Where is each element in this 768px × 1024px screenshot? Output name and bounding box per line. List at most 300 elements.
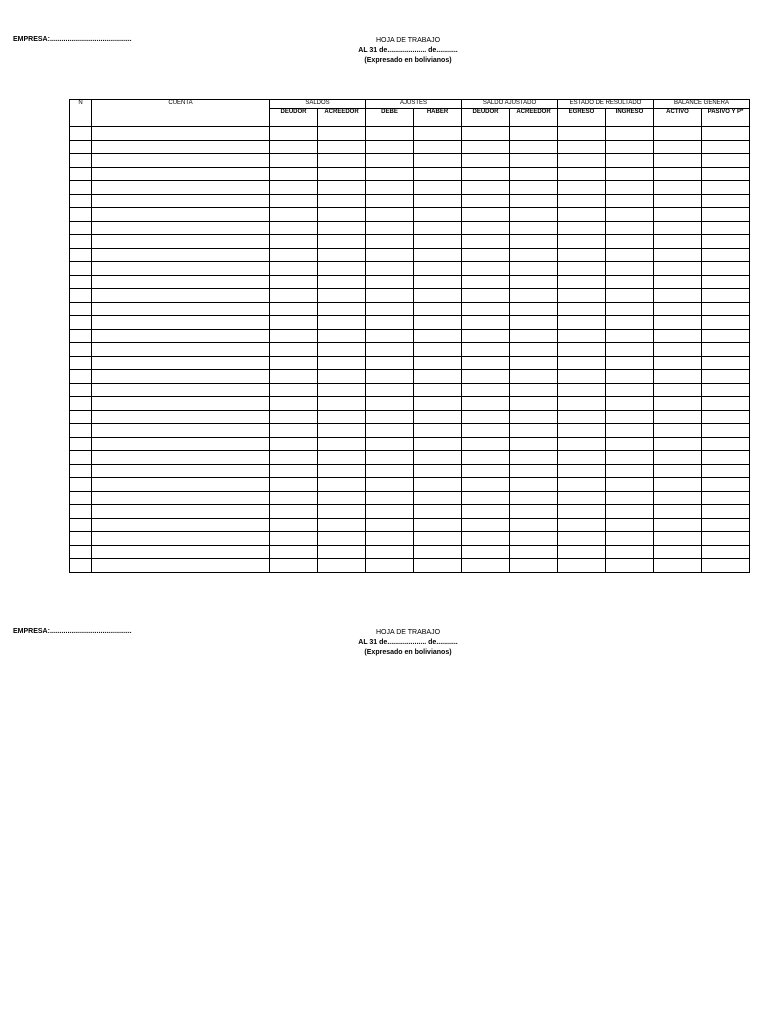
table-cell[interactable] (92, 289, 270, 303)
table-cell[interactable] (270, 262, 318, 276)
table-cell[interactable] (318, 451, 366, 465)
table-cell[interactable] (366, 545, 414, 559)
table-cell[interactable] (558, 262, 606, 276)
table-cell[interactable] (462, 329, 510, 343)
table-cell[interactable] (92, 235, 270, 249)
table-cell[interactable] (270, 518, 318, 532)
table-cell[interactable] (462, 383, 510, 397)
table-cell[interactable] (558, 451, 606, 465)
table-cell[interactable] (558, 289, 606, 303)
table-cell[interactable] (92, 518, 270, 532)
table-cell[interactable] (558, 343, 606, 357)
table-cell[interactable] (92, 329, 270, 343)
table-cell[interactable] (558, 329, 606, 343)
table-cell[interactable] (654, 545, 702, 559)
table-cell[interactable] (70, 383, 92, 397)
table-cell[interactable] (510, 424, 558, 438)
table-cell[interactable] (366, 235, 414, 249)
table-cell[interactable] (318, 275, 366, 289)
table-cell[interactable] (606, 532, 654, 546)
table-cell[interactable] (92, 410, 270, 424)
table-cell[interactable] (318, 208, 366, 222)
table-cell[interactable] (702, 289, 750, 303)
table-cell[interactable] (318, 343, 366, 357)
table-cell[interactable] (70, 518, 92, 532)
table-cell[interactable] (606, 248, 654, 262)
table-cell[interactable] (92, 194, 270, 208)
table-cell[interactable] (654, 478, 702, 492)
table-cell[interactable] (70, 127, 92, 141)
table-cell[interactable] (70, 208, 92, 222)
table-cell[interactable] (414, 221, 462, 235)
table-cell[interactable] (318, 437, 366, 451)
table-cell[interactable] (654, 329, 702, 343)
table-cell[interactable] (70, 356, 92, 370)
table-cell[interactable] (318, 167, 366, 181)
table-cell[interactable] (606, 289, 654, 303)
table-cell[interactable] (270, 559, 318, 573)
table-cell[interactable] (318, 140, 366, 154)
table-cell[interactable] (414, 167, 462, 181)
table-cell[interactable] (414, 410, 462, 424)
table-cell[interactable] (702, 491, 750, 505)
table-cell[interactable] (606, 356, 654, 370)
table-cell[interactable] (462, 181, 510, 195)
table-cell[interactable] (92, 437, 270, 451)
table-cell[interactable] (70, 532, 92, 546)
table-cell[interactable] (414, 208, 462, 222)
table-cell[interactable] (270, 154, 318, 168)
table-cell[interactable] (366, 424, 414, 438)
table-cell[interactable] (558, 383, 606, 397)
table-cell[interactable] (70, 248, 92, 262)
table-cell[interactable] (654, 221, 702, 235)
table-cell[interactable] (654, 275, 702, 289)
table-cell[interactable] (318, 383, 366, 397)
table-cell[interactable] (270, 545, 318, 559)
table-cell[interactable] (606, 410, 654, 424)
table-cell[interactable] (70, 437, 92, 451)
table-cell[interactable] (92, 545, 270, 559)
table-cell[interactable] (654, 343, 702, 357)
table-cell[interactable] (270, 343, 318, 357)
table-cell[interactable] (702, 532, 750, 546)
table-cell[interactable] (366, 505, 414, 519)
table-cell[interactable] (414, 424, 462, 438)
table-cell[interactable] (510, 397, 558, 411)
table-cell[interactable] (654, 289, 702, 303)
table-cell[interactable] (270, 410, 318, 424)
table-cell[interactable] (510, 505, 558, 519)
table-cell[interactable] (510, 208, 558, 222)
table-cell[interactable] (414, 127, 462, 141)
table-cell[interactable] (70, 451, 92, 465)
table-cell[interactable] (92, 424, 270, 438)
table-cell[interactable] (414, 505, 462, 519)
table-cell[interactable] (510, 140, 558, 154)
table-cell[interactable] (558, 505, 606, 519)
table-cell[interactable] (270, 181, 318, 195)
table-cell[interactable] (270, 248, 318, 262)
table-cell[interactable] (270, 289, 318, 303)
table-cell[interactable] (92, 302, 270, 316)
table-cell[interactable] (70, 316, 92, 330)
table-cell[interactable] (654, 248, 702, 262)
table-cell[interactable] (414, 329, 462, 343)
table-cell[interactable] (702, 437, 750, 451)
table-cell[interactable] (318, 235, 366, 249)
table-cell[interactable] (70, 478, 92, 492)
table-cell[interactable] (510, 478, 558, 492)
table-cell[interactable] (558, 194, 606, 208)
table-cell[interactable] (606, 343, 654, 357)
table-cell[interactable] (510, 329, 558, 343)
table-cell[interactable] (654, 518, 702, 532)
table-cell[interactable] (462, 127, 510, 141)
table-cell[interactable] (414, 343, 462, 357)
table-cell[interactable] (558, 545, 606, 559)
table-cell[interactable] (92, 127, 270, 141)
table-cell[interactable] (70, 221, 92, 235)
table-cell[interactable] (510, 343, 558, 357)
table-cell[interactable] (318, 478, 366, 492)
table-cell[interactable] (270, 275, 318, 289)
table-cell[interactable] (654, 383, 702, 397)
table-cell[interactable] (702, 154, 750, 168)
table-cell[interactable] (414, 289, 462, 303)
table-cell[interactable] (414, 478, 462, 492)
table-cell[interactable] (318, 410, 366, 424)
table-cell[interactable] (414, 545, 462, 559)
table-cell[interactable] (702, 343, 750, 357)
table-cell[interactable] (462, 478, 510, 492)
table-cell[interactable] (270, 437, 318, 451)
table-cell[interactable] (92, 451, 270, 465)
table-cell[interactable] (366, 262, 414, 276)
table-cell[interactable] (606, 221, 654, 235)
table-cell[interactable] (702, 329, 750, 343)
table-cell[interactable] (70, 167, 92, 181)
table-cell[interactable] (606, 167, 654, 181)
table-cell[interactable] (702, 559, 750, 573)
table-cell[interactable] (270, 140, 318, 154)
table-cell[interactable] (510, 262, 558, 276)
table-cell[interactable] (70, 491, 92, 505)
table-cell[interactable] (462, 437, 510, 451)
table-cell[interactable] (70, 397, 92, 411)
table-cell[interactable] (92, 464, 270, 478)
table-cell[interactable] (92, 181, 270, 195)
table-cell[interactable] (318, 545, 366, 559)
table-cell[interactable] (558, 532, 606, 546)
table-cell[interactable] (606, 154, 654, 168)
table-cell[interactable] (414, 262, 462, 276)
table-cell[interactable] (414, 518, 462, 532)
table-cell[interactable] (558, 559, 606, 573)
table-cell[interactable] (366, 356, 414, 370)
table-cell[interactable] (606, 208, 654, 222)
table-cell[interactable] (558, 208, 606, 222)
table-cell[interactable] (606, 329, 654, 343)
table-cell[interactable] (366, 437, 414, 451)
table-cell[interactable] (366, 275, 414, 289)
table-cell[interactable] (318, 370, 366, 384)
table-cell[interactable] (70, 545, 92, 559)
table-cell[interactable] (270, 208, 318, 222)
table-cell[interactable] (510, 194, 558, 208)
table-cell[interactable] (606, 127, 654, 141)
table-cell[interactable] (558, 302, 606, 316)
table-cell[interactable] (558, 437, 606, 451)
table-cell[interactable] (654, 262, 702, 276)
table-cell[interactable] (366, 370, 414, 384)
table-cell[interactable] (606, 370, 654, 384)
table-cell[interactable] (702, 356, 750, 370)
table-cell[interactable] (318, 532, 366, 546)
table-cell[interactable] (270, 329, 318, 343)
table-cell[interactable] (510, 302, 558, 316)
table-cell[interactable] (462, 262, 510, 276)
table-cell[interactable] (702, 410, 750, 424)
table-cell[interactable] (462, 167, 510, 181)
table-cell[interactable] (606, 194, 654, 208)
table-cell[interactable] (606, 464, 654, 478)
table-cell[interactable] (270, 221, 318, 235)
table-cell[interactable] (462, 545, 510, 559)
table-cell[interactable] (366, 329, 414, 343)
table-cell[interactable] (414, 154, 462, 168)
table-cell[interactable] (318, 262, 366, 276)
table-cell[interactable] (702, 518, 750, 532)
table-cell[interactable] (414, 383, 462, 397)
table-cell[interactable] (270, 356, 318, 370)
table-cell[interactable] (558, 397, 606, 411)
table-cell[interactable] (270, 505, 318, 519)
table-cell[interactable] (702, 167, 750, 181)
table-cell[interactable] (510, 275, 558, 289)
table-cell[interactable] (366, 532, 414, 546)
table-cell[interactable] (558, 235, 606, 249)
table-cell[interactable] (414, 356, 462, 370)
table-cell[interactable] (510, 154, 558, 168)
table-cell[interactable] (318, 221, 366, 235)
table-cell[interactable] (606, 235, 654, 249)
table-cell[interactable] (558, 410, 606, 424)
table-cell[interactable] (462, 356, 510, 370)
table-cell[interactable] (414, 397, 462, 411)
table-cell[interactable] (318, 154, 366, 168)
table-cell[interactable] (70, 235, 92, 249)
table-cell[interactable] (558, 248, 606, 262)
table-cell[interactable] (702, 424, 750, 438)
table-cell[interactable] (462, 370, 510, 384)
table-cell[interactable] (510, 410, 558, 424)
table-cell[interactable] (702, 370, 750, 384)
table-cell[interactable] (702, 262, 750, 276)
table-cell[interactable] (70, 181, 92, 195)
table-cell[interactable] (366, 491, 414, 505)
table-cell[interactable] (462, 410, 510, 424)
table-cell[interactable] (702, 302, 750, 316)
table-cell[interactable] (462, 248, 510, 262)
table-cell[interactable] (606, 545, 654, 559)
table-cell[interactable] (270, 127, 318, 141)
table-cell[interactable] (606, 559, 654, 573)
table-cell[interactable] (654, 356, 702, 370)
table-cell[interactable] (366, 208, 414, 222)
table-cell[interactable] (510, 451, 558, 465)
table-cell[interactable] (558, 167, 606, 181)
table-cell[interactable] (366, 194, 414, 208)
table-cell[interactable] (702, 194, 750, 208)
table-cell[interactable] (510, 464, 558, 478)
table-cell[interactable] (558, 370, 606, 384)
table-cell[interactable] (414, 451, 462, 465)
table-cell[interactable] (366, 464, 414, 478)
table-cell[interactable] (510, 383, 558, 397)
table-cell[interactable] (318, 397, 366, 411)
table-cell[interactable] (654, 505, 702, 519)
table-cell[interactable] (92, 154, 270, 168)
table-cell[interactable] (414, 235, 462, 249)
table-cell[interactable] (318, 329, 366, 343)
table-cell[interactable] (702, 221, 750, 235)
table-cell[interactable] (70, 262, 92, 276)
table-cell[interactable] (270, 316, 318, 330)
table-cell[interactable] (366, 302, 414, 316)
table-cell[interactable] (702, 464, 750, 478)
table-cell[interactable] (558, 181, 606, 195)
table-cell[interactable] (654, 410, 702, 424)
table-cell[interactable] (70, 410, 92, 424)
table-cell[interactable] (510, 167, 558, 181)
table-cell[interactable] (70, 154, 92, 168)
table-cell[interactable] (70, 559, 92, 573)
table-cell[interactable] (702, 316, 750, 330)
table-cell[interactable] (510, 181, 558, 195)
table-cell[interactable] (414, 302, 462, 316)
table-cell[interactable] (92, 397, 270, 411)
table-cell[interactable] (510, 559, 558, 573)
table-cell[interactable] (92, 262, 270, 276)
table-cell[interactable] (318, 559, 366, 573)
table-cell[interactable] (606, 451, 654, 465)
table-cell[interactable] (654, 127, 702, 141)
table-cell[interactable] (92, 356, 270, 370)
table-cell[interactable] (366, 397, 414, 411)
table-cell[interactable] (462, 316, 510, 330)
table-cell[interactable] (606, 437, 654, 451)
table-cell[interactable] (462, 343, 510, 357)
table-cell[interactable] (414, 370, 462, 384)
table-cell[interactable] (558, 316, 606, 330)
table-cell[interactable] (654, 491, 702, 505)
table-cell[interactable] (92, 343, 270, 357)
table-cell[interactable] (270, 424, 318, 438)
table-cell[interactable] (558, 491, 606, 505)
table-cell[interactable] (462, 505, 510, 519)
table-cell[interactable] (702, 505, 750, 519)
table-cell[interactable] (270, 383, 318, 397)
table-cell[interactable] (510, 127, 558, 141)
table-cell[interactable] (414, 559, 462, 573)
table-cell[interactable] (462, 491, 510, 505)
table-cell[interactable] (92, 248, 270, 262)
table-cell[interactable] (70, 289, 92, 303)
table-cell[interactable] (702, 275, 750, 289)
table-cell[interactable] (270, 397, 318, 411)
table-cell[interactable] (318, 302, 366, 316)
table-cell[interactable] (654, 302, 702, 316)
table-cell[interactable] (366, 343, 414, 357)
table-cell[interactable] (318, 181, 366, 195)
table-cell[interactable] (510, 235, 558, 249)
table-cell[interactable] (462, 532, 510, 546)
table-cell[interactable] (92, 383, 270, 397)
table-cell[interactable] (366, 140, 414, 154)
table-cell[interactable] (366, 154, 414, 168)
table-cell[interactable] (366, 559, 414, 573)
table-cell[interactable] (654, 181, 702, 195)
table-cell[interactable] (462, 235, 510, 249)
table-cell[interactable] (270, 235, 318, 249)
table-cell[interactable] (318, 356, 366, 370)
table-cell[interactable] (558, 424, 606, 438)
table-cell[interactable] (654, 370, 702, 384)
table-cell[interactable] (366, 127, 414, 141)
table-cell[interactable] (366, 410, 414, 424)
table-cell[interactable] (606, 316, 654, 330)
table-cell[interactable] (462, 559, 510, 573)
table-cell[interactable] (318, 194, 366, 208)
table-cell[interactable] (414, 181, 462, 195)
table-cell[interactable] (558, 518, 606, 532)
table-cell[interactable] (606, 275, 654, 289)
table-cell[interactable] (510, 370, 558, 384)
table-cell[interactable] (270, 194, 318, 208)
table-cell[interactable] (270, 478, 318, 492)
table-cell[interactable] (318, 491, 366, 505)
table-cell[interactable] (606, 262, 654, 276)
table-cell[interactable] (654, 167, 702, 181)
table-cell[interactable] (414, 248, 462, 262)
table-cell[interactable] (702, 235, 750, 249)
table-cell[interactable] (366, 289, 414, 303)
table-cell[interactable] (606, 424, 654, 438)
table-cell[interactable] (92, 221, 270, 235)
table-cell[interactable] (92, 491, 270, 505)
table-cell[interactable] (318, 518, 366, 532)
table-cell[interactable] (702, 140, 750, 154)
table-cell[interactable] (270, 532, 318, 546)
table-cell[interactable] (70, 424, 92, 438)
table-cell[interactable] (654, 532, 702, 546)
table-cell[interactable] (414, 275, 462, 289)
table-cell[interactable] (462, 194, 510, 208)
table-cell[interactable] (92, 140, 270, 154)
table-cell[interactable] (510, 491, 558, 505)
table-cell[interactable] (462, 464, 510, 478)
table-cell[interactable] (70, 329, 92, 343)
table-cell[interactable] (270, 302, 318, 316)
table-cell[interactable] (606, 505, 654, 519)
table-cell[interactable] (654, 316, 702, 330)
table-cell[interactable] (606, 491, 654, 505)
table-cell[interactable] (270, 370, 318, 384)
table-cell[interactable] (414, 194, 462, 208)
table-cell[interactable] (462, 221, 510, 235)
table-cell[interactable] (462, 397, 510, 411)
